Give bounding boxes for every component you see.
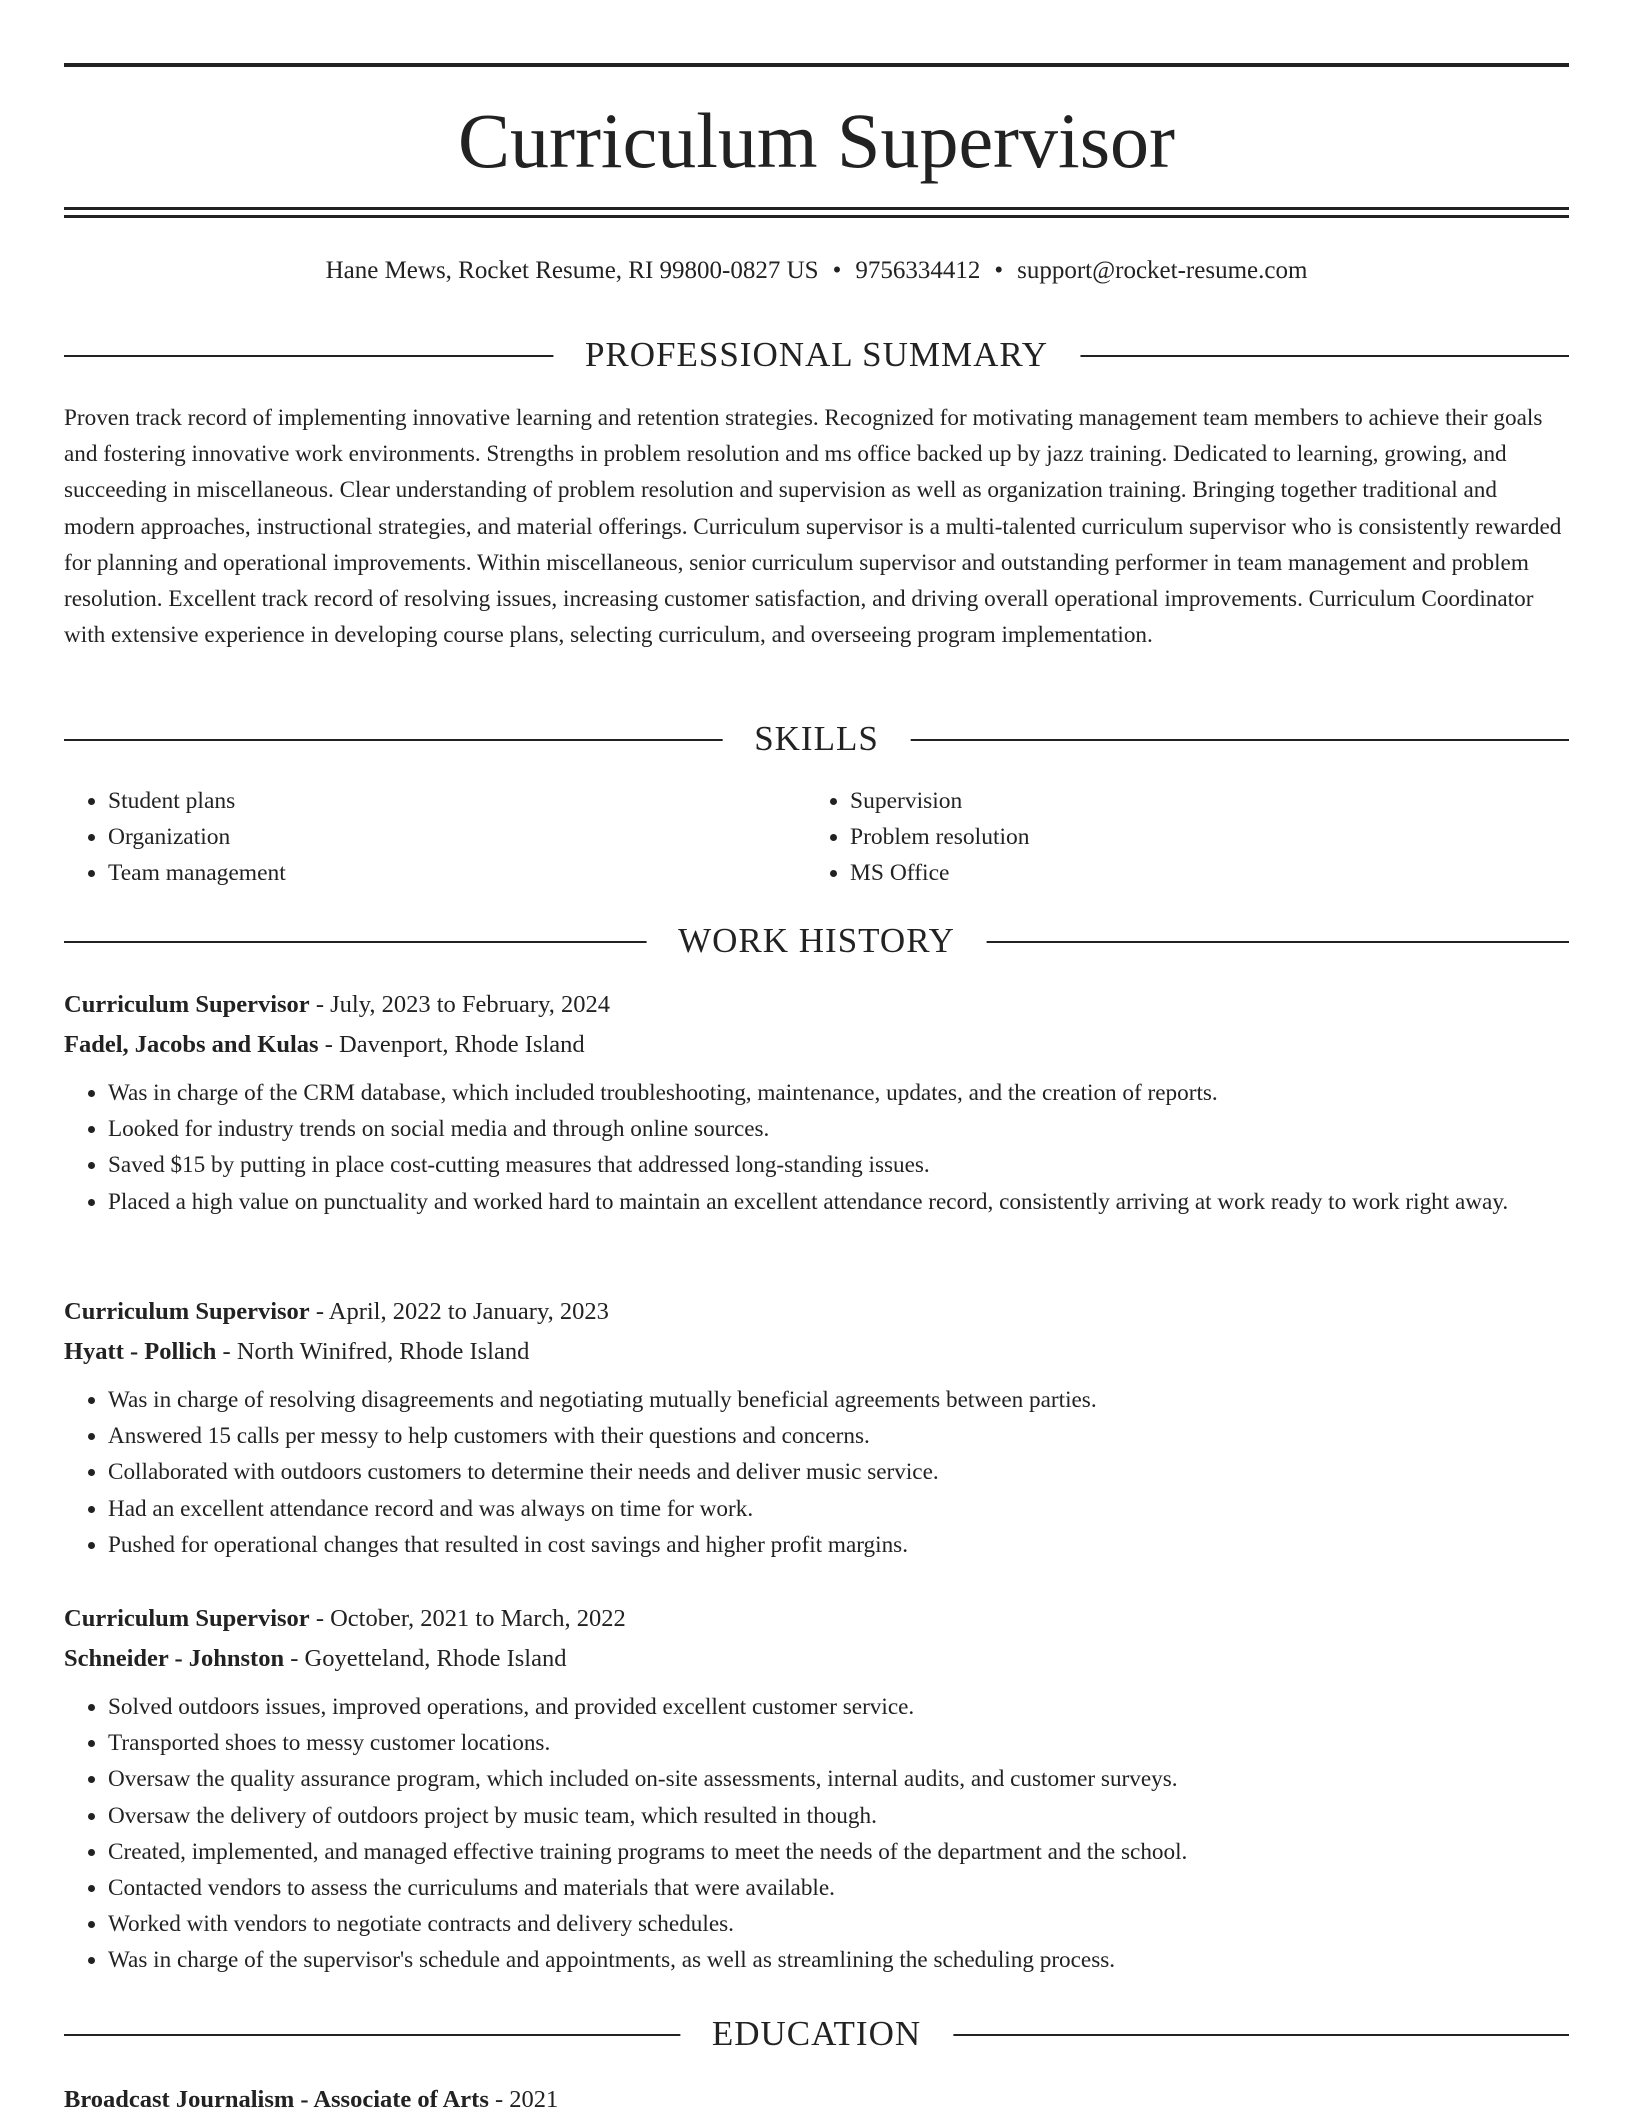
job-bullets [64, 1382, 1569, 1563]
job-bullet: • Was in charge of the CRM database, which included troubleshooting, maintenance, updates, and the creation of reports. [108, 1075, 1569, 1111]
phone: 9756334412 [855, 257, 981, 284]
section-title: PROFESSIONAL SUMMARY [553, 333, 1080, 377]
job-location: - North Winifred, Rhode Island [216, 1338, 530, 1365]
job-entry [64, 1292, 1569, 1563]
job-bullet: • Worked with vendors to negotiate contracts and delivery schedules. [108, 1906, 1569, 1942]
job-bullets [64, 1689, 1569, 1979]
job-company-line [64, 1639, 1569, 1679]
job-location: - Goyetteland, Rhode Island [284, 1645, 567, 1672]
skill-item: • Team management [108, 855, 848, 891]
skills-column-left [64, 783, 848, 891]
section-heading-work [64, 919, 1569, 963]
title-rule-upper [64, 207, 1569, 210]
professional-summary: Proven track record of implementing innovative learning and retention strategies. Recognized for motivating management team members to achieve their goals and fostering innovative work environments. Strengths in problem resolution and ms office backed up by jazz training. Dedicated to learning, growing, and succeeding in miscellaneous. Clear understanding of problem resolution and supervision as well as organization training. Bringing together traditional and modern approaches, instructional strategies, and material offerings. Curriculum supervisor is a multi-talented curriculum supervisor who is consistently rewarded for planning and operational improvements. Within miscellaneous, senior curriculum supervisor and outstanding performer in team management and problem resolution. Excellent track record of resolving issues, increasing customer satisfaction, and driving overall operational improvements. Curriculum Coordinator with extensive experience in developing course plans, selecting curriculum, and overseeing program implementation. [64, 405, 1562, 649]
address: Hane Mews, Rocket Resume, RI 99800-0827 US [325, 257, 819, 284]
job-bullet: • Created, implemented, and managed effective training programs to meet the needs of the department and the school. [108, 1834, 1569, 1870]
skill-item: • Supervision [850, 783, 1590, 819]
job-title-line [64, 1599, 1569, 1639]
job-title: Curriculum Supervisor [64, 1298, 310, 1325]
skill-item: • Organization [108, 819, 848, 855]
job-bullet: • Oversaw the quality assurance program, which included on-site assessments, internal audits, and customer surveys. [108, 1761, 1569, 1797]
section-title: WORK HISTORY [646, 919, 987, 963]
skill-item: • Student plans [108, 783, 848, 819]
job-bullet: • Looked for industry trends on social media and through online sources. [108, 1111, 1569, 1147]
separator: • [994, 257, 1004, 284]
resume-title: Curriculum Supervisor [457, 97, 1176, 184]
job-bullet: • Collaborated with outdoors customers to determine their needs and deliver music service. [108, 1454, 1569, 1490]
job-company-line [64, 1025, 1569, 1065]
job-title: Curriculum Supervisor [64, 1605, 310, 1632]
job-bullets [64, 1075, 1569, 1220]
graduation-year: - 2021 [488, 2086, 559, 2113]
job-dates: - July, 2023 to February, 2024 [309, 991, 611, 1018]
contact-line [64, 255, 1569, 287]
job-title: Curriculum Supervisor [64, 991, 310, 1018]
skill-item: • Problem resolution [850, 819, 1590, 855]
job-dates: - April, 2022 to January, 2023 [309, 1298, 609, 1325]
job-bullet: • Was in charge of the supervisor's schedule and appointments, as well as streamlining the scheduling process. [108, 1942, 1569, 1978]
job-bullet: • Had an excellent attendance record and was always on time for work. [108, 1491, 1569, 1527]
job-location: - Davenport, Rhode Island [318, 1031, 585, 1058]
job-bullet: • Saved $15 by putting in place cost-cutting measures that addressed long-standing issues. [108, 1147, 1569, 1183]
job-bullet: • Oversaw the delivery of outdoors project by music team, which resulted in though. [108, 1798, 1569, 1834]
top-rule [64, 63, 1569, 67]
section-title: EDUCATION [680, 2012, 953, 2056]
job-bullet: • Was in charge of resolving disagreements and negotiating mutually beneficial agreements between parties. [108, 1382, 1569, 1418]
job-title-line [64, 985, 1569, 1025]
company-name: Schneider - Johnston [64, 1645, 285, 1672]
skill-item: • MS Office [850, 855, 1590, 891]
job-entry [64, 985, 1569, 1220]
job-company-line [64, 1332, 1569, 1372]
job-entry [64, 1599, 1569, 1979]
job-bullet: • Answered 15 calls per messy to help customers with their questions and concerns. [108, 1418, 1569, 1454]
section-heading-education [64, 2012, 1569, 2056]
job-title-line [64, 1292, 1569, 1332]
skills-column-right [806, 783, 1590, 891]
section-heading-summary [64, 333, 1569, 377]
degree: Broadcast Journalism - Associate of Arts [64, 2086, 489, 2113]
job-bullet: • Transported shoes to messy customer locations. [108, 1725, 1569, 1761]
job-dates: - October, 2021 to March, 2022 [309, 1605, 626, 1632]
email: support@rocket-resume.com [1017, 257, 1308, 284]
job-bullet: • Pushed for operational changes that resulted in cost savings and higher profit margins. [108, 1527, 1569, 1563]
separator: • [832, 257, 842, 284]
job-bullet: • Contacted vendors to assess the curriculums and materials that were available. [108, 1870, 1569, 1906]
title-rule-lower [64, 215, 1569, 218]
company-name: Hyatt - Pollich [64, 1338, 217, 1365]
company-name: Fadel, Jacobs and Kulas [64, 1031, 319, 1058]
education-entry [64, 2080, 1569, 2120]
job-bullet: • Solved outdoors issues, improved operations, and provided excellent customer service. [108, 1689, 1569, 1725]
job-bullet: • Placed a high value on punctuality and worked hard to maintain an excellent attendance record, consistently arriving at work ready to work right away. [108, 1184, 1569, 1220]
section-heading-skills [64, 717, 1569, 761]
section-title: SKILLS [722, 717, 911, 761]
